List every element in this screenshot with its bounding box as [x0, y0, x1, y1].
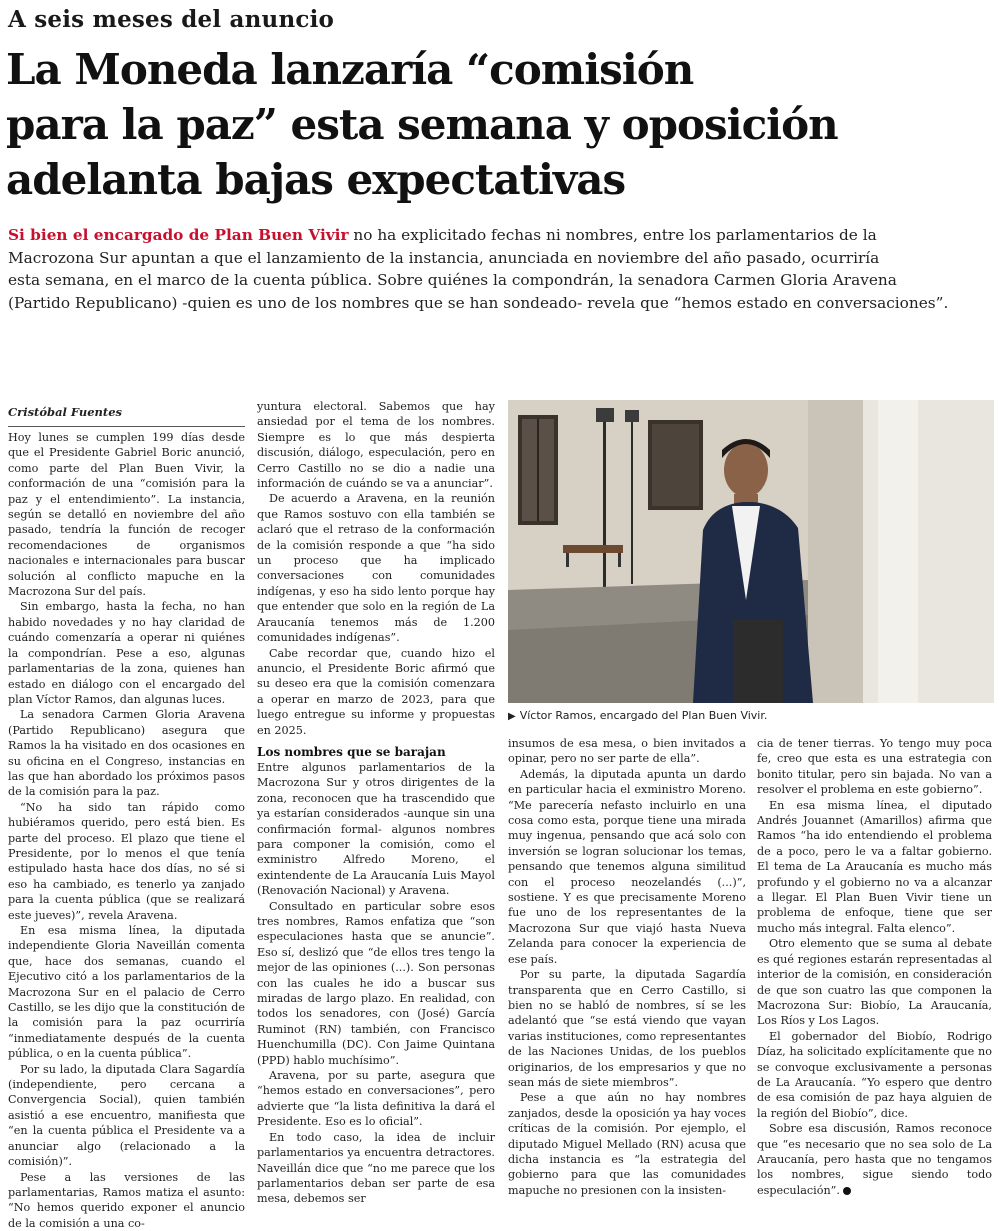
end-of-article-icon	[843, 1187, 851, 1195]
paragraph: Pese a las versiones de las parlamentarias, Ramos matiza el asunto: “No hemos querido exponer el anuncio de la comisión a una co-	[8, 1170, 245, 1231]
paragraph: En todo caso, la idea de incluir parlamentarios ya encuentra detractores. Naveillán dice que “no me parece que los parlamentarios deban ser parte de esa mesa, debemos ser	[257, 1130, 495, 1207]
column-4	[757, 736, 992, 1198]
headline-line-2: para la paz” esta semana y oposición	[6, 97, 996, 152]
column-2	[257, 399, 495, 1207]
headline-line-3: adelanta bajas expectativas	[6, 152, 996, 207]
paragraph: insumos de esa mesa, o bien invitados a opinar, pero no ser parte de ella”.	[508, 736, 746, 767]
paragraph	[757, 1121, 992, 1198]
paragraph: Por su lado, la diputada Clara Sagardía (independiente, pero cercana a Convergencia Social), quien también asistió a ese encuentro, manifiesta que “en la cuenta pública el Presidente va a anunciar algo (relacionado a la comisión)”.	[8, 1062, 245, 1170]
paragraph: En esa misma línea, el diputado Andrés Jouannet (Amarillos) afirma que Ramos “ha ido entendiendo el problema de a poco, pero le va a faltar gobierno. El tema de La Araucanía es mucho más profundo y el gobierno no va a alcanzar a llegar. El Plan Buen Vivir tiene un problema de enfoque, tiene que ser mucho más integral. Falta elenco”.	[757, 798, 992, 937]
caption-arrow-icon: ▶	[508, 711, 516, 722]
lead-paragraph	[8, 224, 993, 314]
byline: Cristóbal Fuentes	[8, 404, 245, 427]
photo-illustration	[508, 400, 994, 703]
subheading: Los nombres que se barajan	[257, 744, 495, 760]
paragraph: La senadora Carmen Gloria Aravena (Partido Republicano) asegura que Ramos la ha visitado en dos ocasiones en su oficina en el Congreso, instancias en las que han abordado los próximos pasos de la comisión para la paz.	[8, 707, 245, 799]
lead-line-4: (Partido Republicano) -quien es uno de los nombres que se han sondeado- revela que “hemos estado en conversaciones”.	[8, 292, 993, 315]
lead-line-1	[8, 224, 993, 247]
paragraph: Además, la diputada apunta un dardo en particular hacia el exministro Moreno. “Me parecería nefasto incluirlo en una cosa como esta, porque tiene una mirada muy ingenua, pensando que acá solo con inversión se logran solucionar los temas, pensando que tenemos alguna similitud con el proceso neozelandés (...)”, sostiene. Y es que precisamente Moreno fue uno de los representantes de la Macrozona Sur que viajó hasta Nueva Zelanda para conocer la experiencia de ese país.	[508, 767, 746, 967]
paragraph: Cabe recordar que, cuando hizo el anuncio, el Presidente Boric afirmó que su deseo era que la comisión comenzara a operar en marzo de 2023, para que luego entregue su informe y propuestas en 2025.	[257, 646, 495, 738]
kicker: A seis meses del anuncio	[8, 6, 334, 33]
caption-text: Víctor Ramos, encargado del Plan Buen Vivir.	[520, 709, 768, 722]
lead-line-1-rest: no ha explicitado fechas ni nombres, entre los parlamentarios de la	[349, 226, 877, 244]
paragraph: En esa misma línea, la diputada independiente Gloria Naveillán comenta que, hace dos semanas, cuando el Ejecutivo citó a los parlamentarios de la Macrozona Sur en el palacio de Cerro Castillo, se les dijo que la constitución de la comisión para la paz ocurriría “inmediatamente después de la cuenta pública, o en la cuenta pública”.	[8, 923, 245, 1062]
paragraph-text: Sobre esa discusión, Ramos reconoce que “es necesario que no sea solo de La Araucanía, pero hasta que no tengamos los nombres, sigue siendo todo especulación”.	[757, 1122, 992, 1197]
paragraph: Pese a que aún no hay nombres zanjados, desde la oposición ya hay voces críticas de la comisión. Por ejemplo, el diputado Miguel Mellado (RN) acusa que dicha instancia es “la estrategia del gobierno para que las comunidades mapuche no presionen con la insisten-	[508, 1090, 746, 1198]
lead-line-3: esta semana, en el marco de la cuenta pública. Sobre quiénes la compondrán, la senadora Carmen Gloria Aravena	[8, 269, 993, 292]
paragraph: Sin embargo, hasta la fecha, no han habido novedades y no hay claridad de cuándo comenzaría a operar ni quiénes la compondrían. Pese a eso, algunas parlamentarias de la zona, quienes han estado en diálogo con el encargado del plan Víctor Ramos, dan algunas luces.	[8, 599, 245, 707]
paragraph: cia de tener tierras. Yo tengo muy poca fe, creo que esta es una estrategia con bonito titular, pero sin bajada. No van a resolver el problema en este gobierno”.	[757, 736, 992, 798]
lead-line-2: Macrozona Sur apuntan a que el lanzamiento de la instancia, anunciada en noviembre del año pasado, ocurriría	[8, 247, 993, 270]
column-3	[508, 736, 746, 1198]
paragraph: Entre algunos parlamentarios de la Macrozona Sur y otros dirigentes de la zona, reconocen que ha trascendido que ya estarían considerados -aunque sin una confirmación formal- algunos nombres para componer la comisión, como el exministro Alfredo Moreno, el exintendente de La Araucanía Luis Mayol (Renovación Nacional) y Aravena.	[257, 760, 495, 899]
photo-victor-ramos	[508, 400, 994, 703]
paragraph: De acuerdo a Aravena, en la reunión que Ramos sostuvo con ella también se aclaró que el retraso de la conformación de la comisión responde a que “ha sido un proceso que ha implicado conversaciones con comunidades indígenas, y eso ha sido lento porque hay que entender que solo en la región de La Araucanía tenemos más de 1.200 comunidades indígenas”.	[257, 491, 495, 645]
paragraph: “No ha sido tan rápido como hubiéramos querido, pero está bien. Es parte del proceso. El plazo que tiene el Presidente, por lo menos el que tenía estipulado hasta hace dos días, no sé si eso ha cambiado, es tenerlo ya zanjado para la cuenta pública (que se realizará este jueves)”, revela Aravena.	[8, 800, 245, 923]
paragraph: yuntura electoral. Sabemos que hay ansiedad por el tema de los nombres. Siempre es lo que más despierta discusión, diálogo, especulación, pero en Cerro Castillo no se dio a nadie una información de cuándo se va a anunciar”.	[257, 399, 495, 491]
column-1	[8, 430, 245, 1231]
headline-line-1: La Moneda lanzaría “comisión	[6, 42, 996, 97]
photo-caption	[508, 709, 994, 722]
paragraph: Por su parte, la diputada Sagardía transparenta que en Cerro Castillo, si bien no se habló de nombres, sí se les adelantó que “se está viendo que vayan varias instituciones, como representantes de las Naciones Unidas, de los pueblos originarios, de los empresarios y que no sean más de siete miembros”.	[508, 967, 746, 1090]
headline	[6, 42, 996, 207]
lead-highlight: Si bien el encargado de Plan Buen Vivir	[8, 226, 349, 244]
paragraph: Otro elemento que se suma al debate es qué regiones estarán representadas al interior de la comisión, en consideración de que son cuatro las que componen la Macrozona Sur: Biobío, La Araucanía, Los Ríos y Los Lagos.	[757, 936, 992, 1028]
paragraph: Consultado en particular sobre esos tres nombres, Ramos enfatiza que “son especulaciones hasta que se anuncie”. Eso sí, deslizó que “de ellos tres tengo la mejor de las opiniones (...). Son personas con las cuales he ido a buscar sus miradas de largo plazo. En realidad, con todos los senadores, con (José) García Ruminot (RN) también, con Francisco Huenchumilla (DC). Con Jaime Quintana (PPD) hablo muchísimo”.	[257, 899, 495, 1068]
paragraph: Aravena, por su parte, asegura que “hemos estado en conversaciones”, pero advierte que “la lista definitiva la dará el Presidente. Eso es lo oficial”.	[257, 1068, 495, 1130]
paragraph: El gobernador del Biobío, Rodrigo Díaz, ha solicitado explícitamente que no se convoque exclusivamente a personas de La Araucanía. “Yo espero que dentro de esa comisión de paz haya alguien de la región del Biobío”, dice.	[757, 1029, 992, 1121]
paragraph: Hoy lunes se cumplen 199 días desde que el Presidente Gabriel Boric anunció, como parte del Plan Buen Vivir, la conformación de una “comisión para la paz y el entendimiento”. La instancia, según se detalló en noviembre del año pasado, tendría la función de recoger recomendaciones de organismos nacionales e internacionales para buscar solución al conflicto mapuche en la Macrozona Sur del país.	[8, 430, 245, 599]
